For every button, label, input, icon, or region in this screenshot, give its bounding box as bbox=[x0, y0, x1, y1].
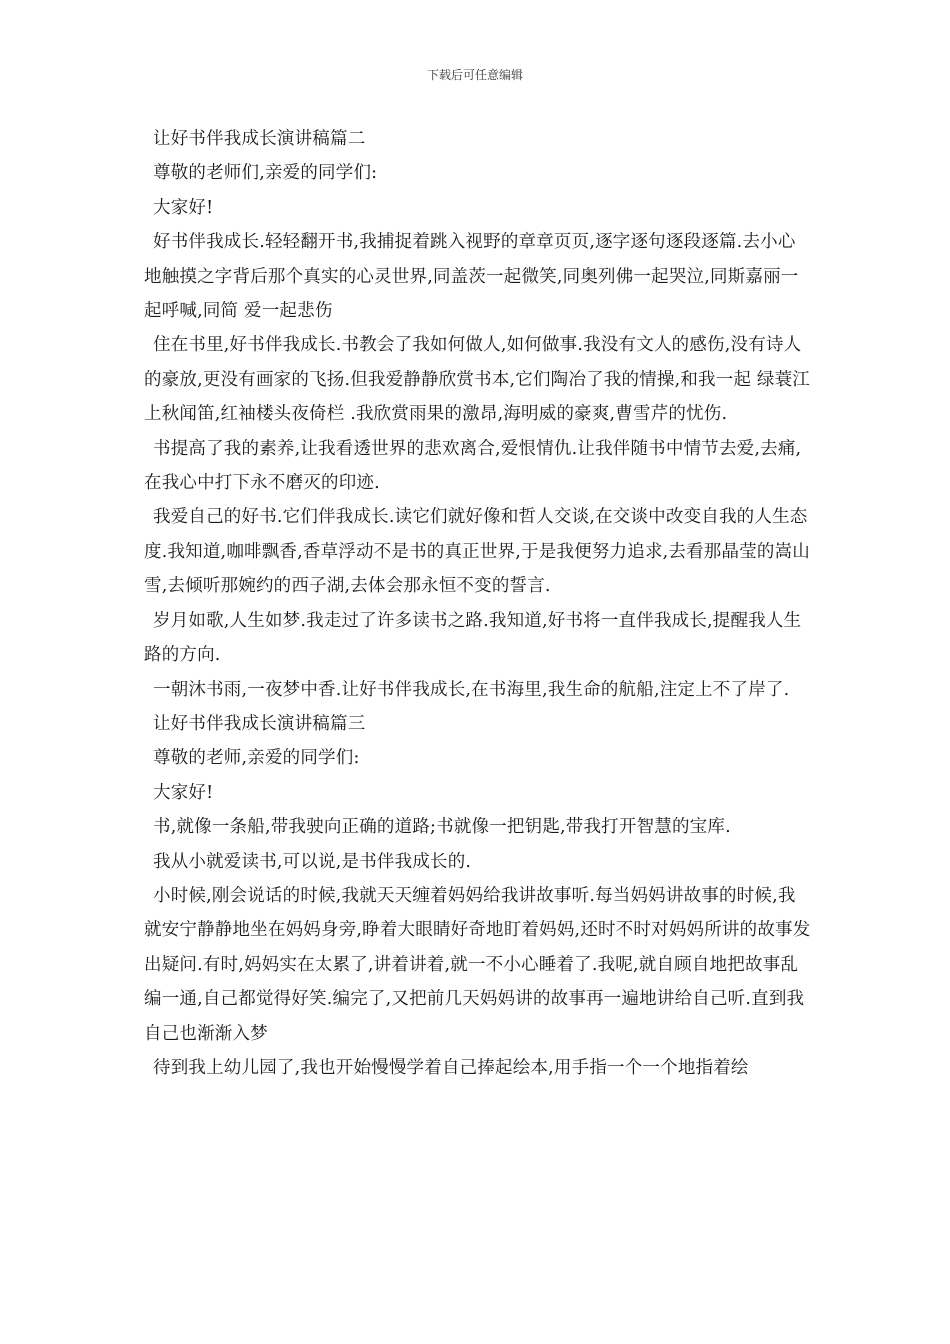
paragraph: 住在书里,好书伴我成长.书教会了我如何做人,如何做事.我没有文人的感伤,没有诗人的豪放,更没有画家的飞扬.但我爱静静欣赏书本,它们陶冶了我的情操,和我一起 绿蓑江上秋闻笛,红袖楼头夜倚栏 .我欣赏雨果的激昂,海明威的豪爽,曹雪芹的忧伤. bbox=[144, 335, 811, 425]
paragraph: 岁月如歌,人生如梦.我走过了许多读书之路.我知道,好书将一直伴我成长,提醒我人生路的方向. bbox=[144, 610, 802, 666]
salutation: 尊敬的老师们,亲爱的同学们: bbox=[153, 163, 378, 184]
paragraph: 一朝沐书雨,一夜梦中香.让好书伴我成长,在书海里,我生命的航船,注定上不了岸了. bbox=[153, 679, 790, 700]
greeting: 大家好! bbox=[153, 782, 214, 803]
salutation: 尊敬的老师,亲爱的同学们: bbox=[153, 748, 360, 769]
paragraph: 书提高了我的素养,让我看透世界的悲欢离合,爱恨情仇.让我伴随书中情节去爱,去痛,在我心中打下永不磨灭的印迹. bbox=[144, 438, 802, 494]
section-title: 让好书伴我成长演讲稿篇二 bbox=[153, 129, 366, 149]
paragraph: 书,就像一条船,带我驶向正确的道路;书就像一把钥匙,带我打开智慧的宝库. bbox=[153, 817, 731, 838]
section-title: 让好书伴我成长演讲稿篇三 bbox=[153, 713, 366, 734]
paragraph: 我爱自己的好书.它们伴我成长.读它们就好像和哲人交谈,在交谈中改变自我的人生态度.我知道,咖啡飘香,香草浮动不是书的真正世界,于是我便努力追求,去看那晶莹的嵩山雪,去倾听那婉约的西子湖,去体会那永恒不变的誓言. bbox=[144, 507, 811, 597]
page-header: 下载后可任意编辑 bbox=[426, 68, 523, 82]
paragraph: 我从小就爱读书,可以说,是书伴我成长的. bbox=[153, 851, 472, 872]
document-body bbox=[144, 122, 812, 1085]
paragraph: 小时候,刚会说话的时候,我就天天缠着妈妈给我讲故事听.每当妈妈讲故事的时候,我就安宁静静地坐在妈妈身旁,睁着大眼睛好奇地盯着妈妈,还时不时对妈妈所讲的故事发出疑问.有时,妈妈实在太累了,讲着讲着,就一不小心睡着了.我呢,就自顾自地把故事乱编一通,自己都觉得好笑.编完了,又把前几天妈妈讲的故事再一遍地讲给自己听.直到我自己也渐渐入梦 bbox=[144, 885, 811, 1044]
greeting: 大家好! bbox=[153, 197, 214, 218]
paragraph: 待到我上幼儿园了,我也开始慢慢学着自己捧起绘本,用手指一个一个地指着绘 bbox=[153, 1057, 749, 1078]
paragraph: 好书伴我成长.轻轻翻开书,我捕捉着跳入视野的章章页页,逐字逐句逐段逐篇.去小心地触摸之字背后那个真实的心灵世界,同盖茨一起微笑,同奥列佛一起哭泣,同斯嘉丽一起呼喊,同简 爱一起悲伤 bbox=[144, 232, 799, 322]
